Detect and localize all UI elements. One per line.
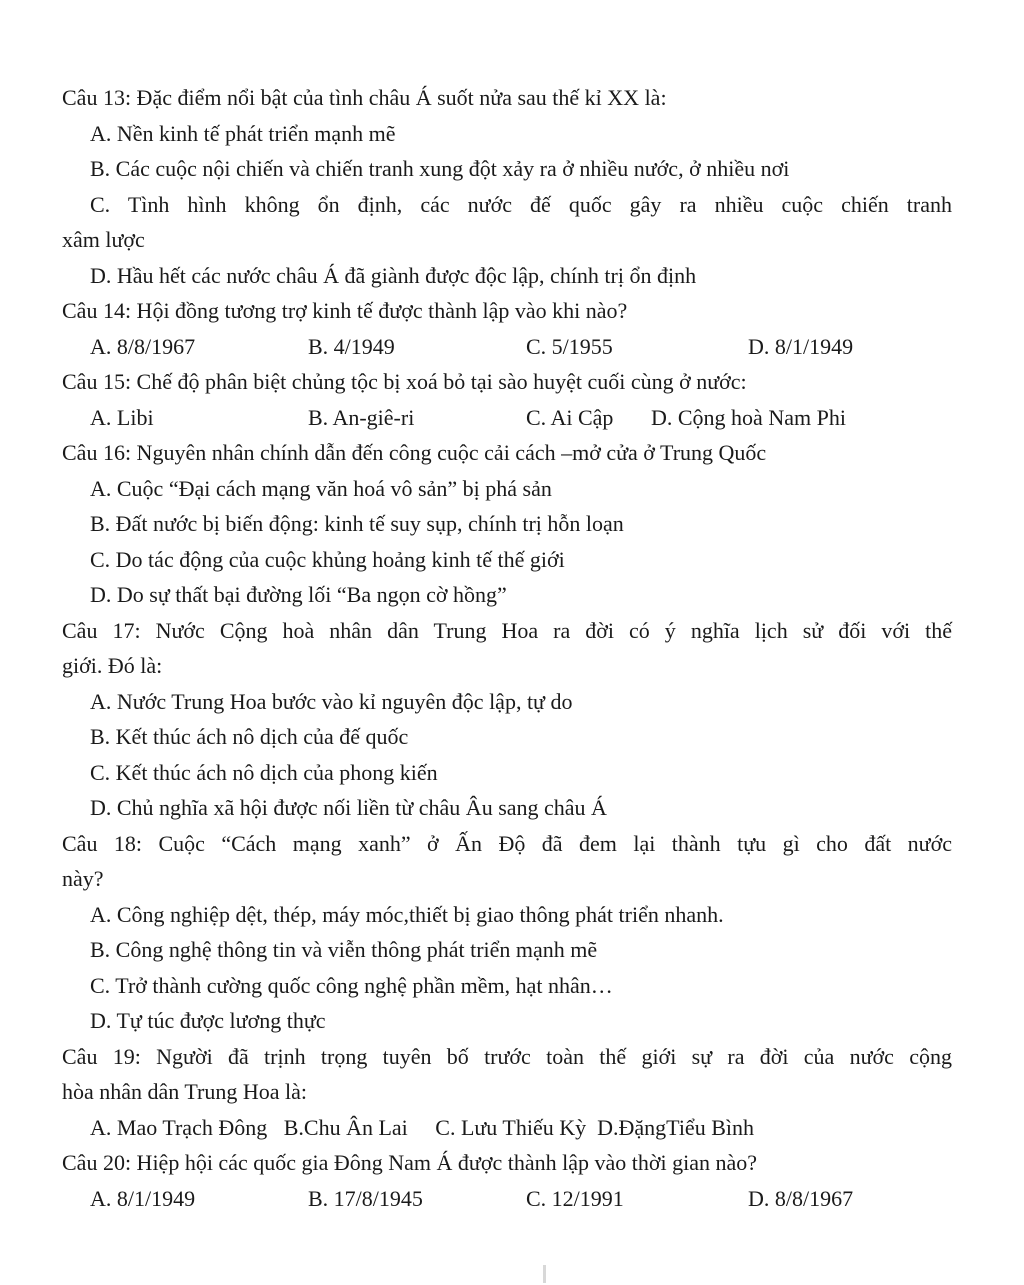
- q15-option-d: D. Cộng hoà Nam Phi: [651, 404, 846, 430]
- q20-option-c: C. 12/1991: [526, 1185, 624, 1211]
- q14-options-row: [62, 329, 952, 365]
- q16-option-b: B. Đất nước bị biến động: kinh tế suy sụp, chính trị hỗn loạn: [90, 511, 624, 536]
- question-18-line2: này?: [62, 866, 104, 891]
- question-16: Câu 16: Nguyên nhân chính dẫn đến công cuộc cải cách –mở cửa ở Trung Quốc: [62, 440, 767, 465]
- q19-options: A. Mao Trạch Đông B.Chu Ân Lai C. Lưu Thiếu Kỳ D.ĐặngTiểu Bình: [90, 1114, 754, 1140]
- q15-option-b: B. An-giê-ri: [308, 404, 415, 430]
- question-19-line2: hòa nhân dân Trung Hoa là:: [62, 1079, 308, 1104]
- q18-option-c: C. Trở thành cường quốc công nghệ phần mềm, hạt nhân…: [90, 972, 613, 998]
- q20-option-a: A. 8/1/1949: [90, 1185, 196, 1211]
- q14-option-c: C. 5/1955: [526, 333, 613, 359]
- question-17-line2: giới. Đó là:: [62, 653, 163, 678]
- question-14: Câu 14: Hội đồng tương trợ kinh tế được thành lập vào khi nào?: [62, 298, 628, 323]
- question-13: Câu 13: Đặc điểm nổi bật của tình châu Á suốt nửa sau thế kỉ XX là:: [62, 85, 667, 110]
- q20-options-row: [62, 1181, 952, 1217]
- q15-option-c: C. Ai Cập: [526, 404, 614, 430]
- question-17-line1: Câu 17: Nước Cộng hoà nhân dân Trung Hoa ra đời có ý nghĩa lịch sử đối với thế: [62, 617, 952, 643]
- q17-option-c: C. Kết thúc ách nô dịch của phong kiến: [90, 759, 438, 785]
- q13-option-a: A. Nền kinh tế phát triển mạnh mẽ: [90, 120, 396, 146]
- q16-option-c: C. Do tác động của cuộc khủng hoảng kinh tế thế giới: [90, 546, 565, 572]
- question-20: Câu 20: Hiệp hội các quốc gia Đông Nam Á được thành lập vào thời gian nào?: [62, 1150, 758, 1175]
- q20-option-b: B. 17/8/1945: [308, 1185, 423, 1211]
- q13-option-c-line2: xâm lược: [62, 227, 145, 252]
- q13-option-d: D. Hầu hết các nước châu Á đã giành được độc lập, chính trị ổn định: [90, 262, 697, 288]
- q18-option-d: D. Tự túc được lương thực: [90, 1008, 326, 1033]
- page-edge-mark: [543, 1265, 546, 1283]
- q17-option-d: D. Chủ nghĩa xã hội được nối liền từ châu Âu sang châu Á: [90, 795, 607, 820]
- q14-option-b: B. 4/1949: [308, 333, 395, 359]
- q18-option-a: A. Công nghiệp dệt, thép, máy móc,thiết bị giao thông phát triển nhanh.: [90, 901, 724, 927]
- question-18-line1: Câu 18: Cuộc “Cách mạng xanh” ở Ấn Độ đã đem lại thành tựu gì cho đất nước: [62, 830, 952, 856]
- q14-option-a: A. 8/8/1967: [90, 333, 196, 359]
- q16-option-d: D. Do sự thất bại đường lối “Ba ngọn cờ hồng”: [90, 582, 507, 607]
- q16-option-a: A. Cuộc “Đại cách mạng văn hoá vô sản” bị phá sản: [90, 475, 552, 501]
- exam-page: [62, 80, 952, 1216]
- q17-option-b: B. Kết thúc ách nô dịch của đế quốc: [90, 724, 409, 749]
- question-19-line1: Câu 19: Người đã trịnh trọng tuyên bố trước toàn thế giới sự ra đời của nước cộng: [62, 1043, 952, 1069]
- q13-option-c-line1: C. Tình hình không ổn định, các nước đế quốc gây ra nhiều cuộc chiến tranh: [90, 191, 952, 217]
- q14-option-d: D. 8/1/1949: [748, 333, 854, 359]
- q18-option-b: B. Công nghệ thông tin và viễn thông phát triển mạnh mẽ: [90, 937, 598, 962]
- q17-option-a: A. Nước Trung Hoa bước vào kỉ nguyên độc lập, tự do: [90, 688, 573, 714]
- q20-option-d: D. 8/8/1967: [748, 1185, 854, 1211]
- q13-option-b: B. Các cuộc nội chiến và chiến tranh xung đột xảy ra ở nhiều nước, ở nhiều nơi: [90, 156, 790, 181]
- q15-options-row: [62, 400, 952, 436]
- q15-option-a: A. Libi: [90, 404, 154, 430]
- question-15: Câu 15: Chế độ phân biệt chủng tộc bị xoá bỏ tại sào huyệt cuối cùng ở nước:: [62, 369, 747, 394]
